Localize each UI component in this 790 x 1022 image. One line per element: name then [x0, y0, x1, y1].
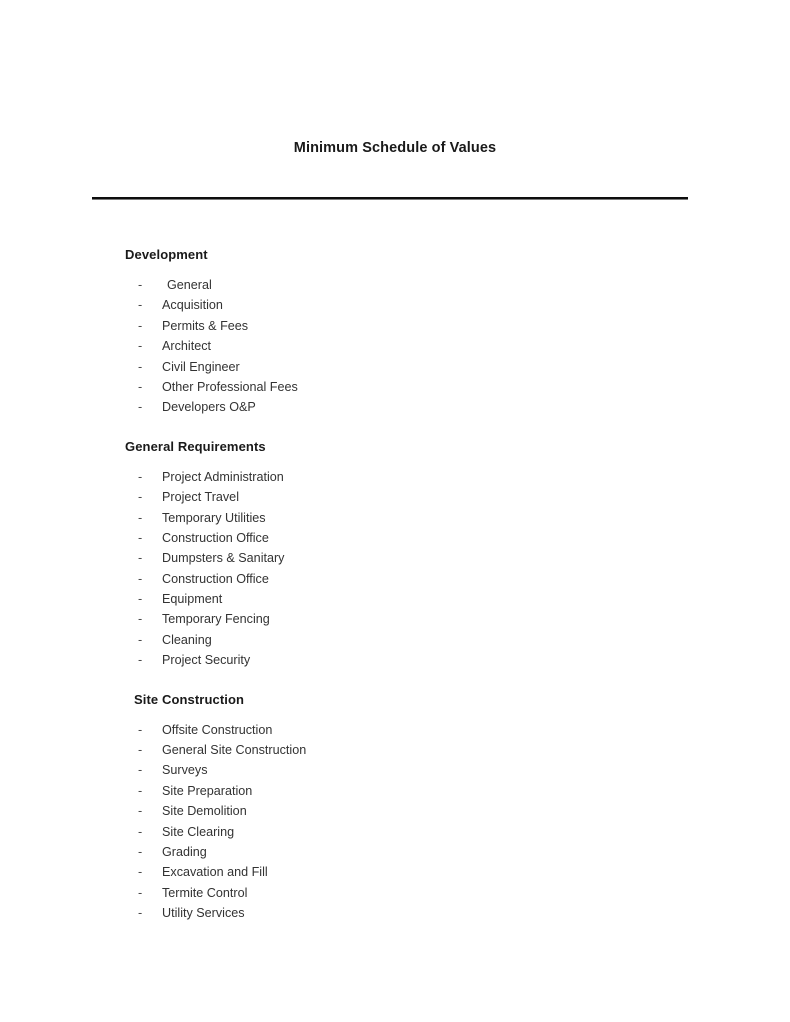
list-item [0, 377, 790, 397]
list-item-label: Surveys [162, 763, 208, 778]
bullet-dash-icon: - [138, 551, 143, 566]
bullet-dash-icon: - [138, 824, 143, 839]
bullet-dash-icon: - [138, 469, 143, 484]
section-item-list [0, 467, 790, 671]
bullet-dash-icon: - [138, 783, 143, 798]
bullet-dash-icon: - [138, 906, 143, 921]
list-item [0, 822, 790, 842]
list-item-label: Utility Services [162, 906, 245, 921]
list-item [0, 903, 790, 923]
list-item [0, 316, 790, 336]
list-item-label: Civil Engineer [162, 359, 240, 374]
section [0, 438, 790, 671]
list-item-label: Equipment [162, 592, 223, 607]
list-item-label: Developers O&P [162, 400, 256, 415]
list-item-label: Temporary Utilities [162, 510, 266, 525]
bullet-dash-icon: - [138, 632, 143, 647]
list-item [0, 801, 790, 821]
list-item [0, 508, 790, 528]
bullet-dash-icon: - [138, 379, 143, 394]
section [0, 246, 790, 418]
list-item-label: Termite Control [162, 885, 248, 900]
list-item [0, 589, 790, 609]
list-item [0, 842, 790, 862]
list-item [0, 883, 790, 903]
list-item [0, 781, 790, 801]
bullet-dash-icon: - [138, 612, 143, 627]
list-item [0, 275, 790, 295]
list-item [0, 397, 790, 417]
list-item [0, 862, 790, 882]
list-item-label: Permits & Fees [162, 318, 249, 333]
list-item-label: Architect [162, 339, 211, 354]
list-item [0, 569, 790, 589]
bullet-dash-icon: - [138, 571, 143, 586]
document-body [0, 246, 790, 944]
bullet-dash-icon: - [138, 278, 143, 292]
list-item [0, 336, 790, 356]
list-item-label: Project Travel [162, 490, 239, 505]
page-title: Minimum Schedule of Values [293, 140, 497, 156]
bullet-dash-icon: - [138, 510, 143, 525]
list-item [0, 650, 790, 670]
list-item [0, 357, 790, 377]
bullet-dash-icon: - [138, 400, 143, 415]
list-item-label: Offsite Construction [162, 722, 273, 737]
bullet-dash-icon: - [138, 339, 143, 354]
list-item [0, 467, 790, 487]
section [0, 691, 790, 924]
list-item-label: Excavation and Fill [162, 865, 268, 880]
list-item-label: Site Clearing [162, 824, 235, 839]
list-item [0, 760, 790, 780]
section-item-list [0, 720, 790, 924]
section-heading: Development [125, 247, 208, 262]
list-item [0, 740, 790, 760]
list-item-label: Temporary Fencing [162, 612, 270, 627]
bullet-dash-icon: - [138, 653, 143, 668]
list-item-label: Cleaning [162, 632, 212, 647]
section-item-list [0, 275, 790, 418]
bullet-dash-icon: - [138, 318, 143, 333]
bullet-dash-icon: - [138, 530, 143, 545]
list-item-label: Site Demolition [162, 804, 247, 819]
list-item-label: Project Security [162, 653, 251, 668]
list-item-label: Site Preparation [162, 783, 253, 798]
bullet-dash-icon: - [138, 844, 143, 859]
list-item-label: Other Professional Fees [162, 379, 298, 394]
list-item [0, 295, 790, 315]
list-item-label: Grading [162, 844, 207, 859]
bullet-dash-icon: - [138, 743, 143, 758]
list-item-label: General [167, 278, 212, 292]
section-heading: General Requirements [125, 438, 266, 454]
list-item-label: Construction Office [162, 571, 269, 586]
list-item-label: Acquisition [162, 298, 223, 313]
bullet-dash-icon: - [138, 490, 143, 505]
bullet-dash-icon: - [138, 865, 143, 880]
list-item-label: Project Administration [162, 469, 284, 484]
list-item [0, 548, 790, 568]
list-item [0, 528, 790, 548]
bullet-dash-icon: - [138, 592, 143, 607]
list-item [0, 487, 790, 507]
bullet-dash-icon: - [138, 804, 143, 819]
title-divider [92, 197, 688, 200]
bullet-dash-icon: - [138, 722, 143, 737]
bullet-dash-icon: - [138, 298, 143, 313]
bullet-dash-icon: - [138, 763, 143, 778]
list-item [0, 720, 790, 740]
list-item-label: General Site Construction [162, 743, 307, 758]
bullet-dash-icon: - [138, 359, 143, 374]
bullet-dash-icon: - [138, 885, 143, 900]
list-item [0, 609, 790, 629]
section-heading: Site Construction [134, 691, 245, 707]
list-item-label: Construction Office [162, 530, 269, 545]
list-item-label: Dumpsters & Sanitary [162, 551, 285, 566]
list-item [0, 630, 790, 650]
